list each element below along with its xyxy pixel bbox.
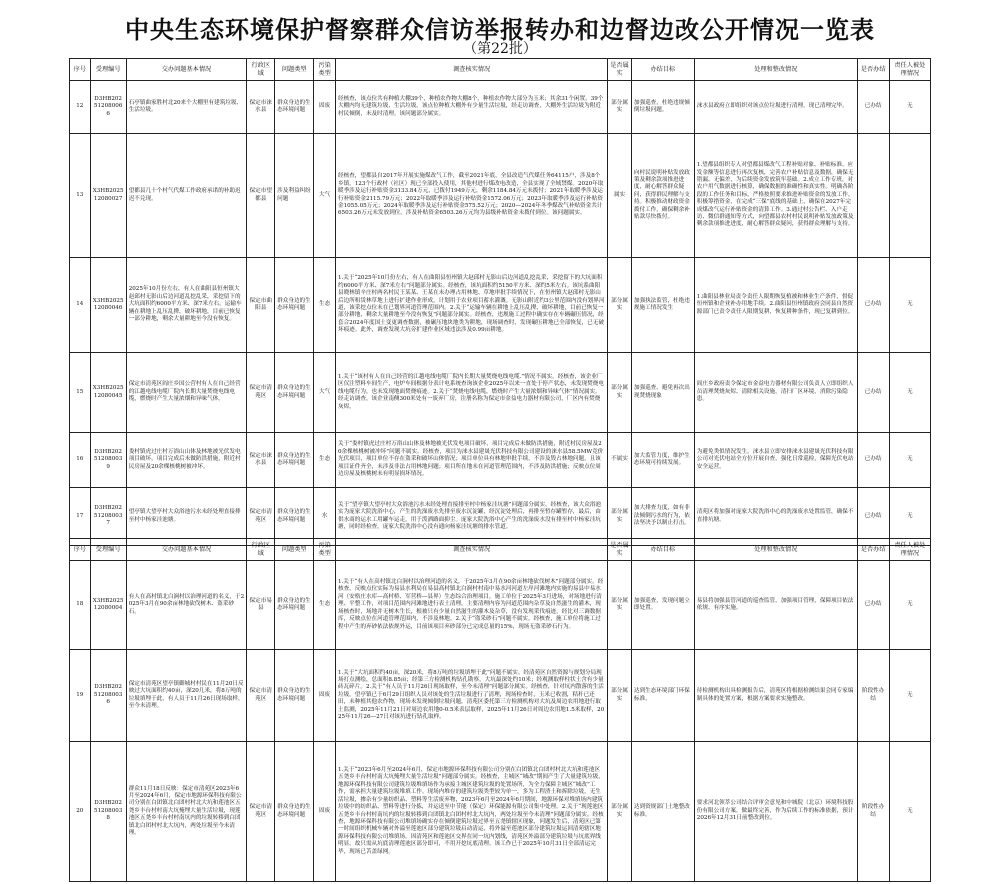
cell-pollution: 大气 (314, 353, 336, 433)
cell-goal: 加大监管力度，维护生态环境可持续发展。 (631, 433, 694, 488)
cell-pollution: 大气 (314, 134, 336, 258)
cell-investigation: 经核查，该点位共有种植大棚39个，种植农作物大棚8个，种植农作物大部分为玉米；其余31个闲置。39个大棚内均无建筑垃圾、生活垃圾。该点位种植大棚外有少量生活垃圾，经走访调查，大棚外生活垃圾为附近村民倾倒，未及时清理。该问题部分属实。 (335, 81, 607, 134)
cell-done: 已办结 (857, 81, 889, 134)
cell-no: 17 (70, 488, 91, 546)
cell-done (857, 134, 889, 258)
cell-accountability: 无 (889, 81, 930, 134)
cell-id: D3HB202512080066 (90, 81, 126, 134)
cell-issue: 望都县几十个村气代煤工作政府承诺的补助迟迟不兑现。 (126, 134, 247, 258)
cell-no: 19 (70, 650, 91, 742)
col-header-handling: 处理和整改情况 (694, 59, 857, 81)
col-header-id: 受理编号 (90, 539, 126, 561)
cell-id: D3HB202512080038 (90, 742, 126, 882)
col-header-verified: 是否属实 (608, 539, 632, 561)
cell-pollution: 固废 (314, 81, 336, 134)
col-header-done: 是否办结 (857, 59, 889, 81)
table-row (70, 650, 931, 742)
cell-done: 阶段性办结 (857, 742, 889, 882)
cell-investigation: 1.关于“该村有人在自己经营的江越电线电缆厂院内长期大量焚烧电线电缆.”情况不属实。经核查，该企业厂区仅注塑料车间生产，电炉车间根据分表计电系统查询该企业2025年以来一直处于停产状态，未发现焚烧电线电缆行为，也未发现地面焚烧痕迹。2.关于“焚烧电线电缆，燃烧时产生大量浓烟和异味气体”情况属实。经走访调查，该企业南侧300米处有一废弃厂房，注册名称为保定市金益电力器材有限公司，厂区内有焚烧灰烬。 (335, 353, 607, 433)
cell-region: 保定市清苑区 (247, 650, 275, 742)
cell-issue: 保定市清苑区望亭镇御城村村民在11月20日反映过大坑面积约40亩，深20几米，将8万吨的垃圾填埋于此，有人员于11月26日现场取样，至今未清理。 (126, 650, 247, 742)
cell-verified: 部分属实 (608, 81, 632, 134)
cell-investigation: 1.关于“大坑面积约40亩，深20米，将8万吨的垃圾填埋于此”问题不属实。经清苑区自然资源与规划分局现场打点测绘，总面积8.85亩；经第三方检测机构钻孔勘察，大坑最深处约10米；经观测取样柱状土含有少量砖瓦碎片。2.关于“有人员于11月26日现场取样，至今未清理”问题部分属实。经核查，针对坑内散落的生活垃圾，望亭镇已于6月29日组织人员对该处的生活垃圾进行了清理，现场检查时，玉米已收割，秸秆已还田，未种植其他农作物，现场未发现倾倒垃圾问题，清苑区委托第三方检测机构对大坑及周边农用地进行取土监测，2025年11月21日对周边农用地0-0.5米表层取样，2025年11月26日对周边农用地1.5米取样，2025年11月26—27日对该坑进行钻孔取样。 (335, 650, 607, 742)
cell-region: 保定市望都县 (247, 134, 275, 258)
cell-accountability: 无 (889, 561, 930, 650)
cell-done: 已办结 (857, 433, 889, 488)
cell-id: X3HB202512080046 (90, 258, 126, 353)
cell-pollution: 生态 (314, 433, 336, 488)
cell-investigation: 1.关于“2023年6月至2024年6月，保定市地源环保科技有限公司分别在白团镇北白团村村北大坑和莲池区五尧乡丰台村村南大坑掩埋大量生活垃圾”问题部分属实。经核查，主城区“城改”期间产生了大量建筑垃圾，地源环保科技有限公司建筑垃圾堆填场作为承接主城区建筑垃圾的处置场所，为全力保障主城区“城改”工作，需承担大量建筑垃圾堆填工作。现场内堆存的建筑垃圾类型较为单一，多为工程渣土和拆除垃圾，无生活垃圾，掺杂有少量纺织品、塑料等生活废弃物，2023年6月至2024年6月期间，地源环保对堆填场内建筑垃圾中的纺织品、塑料等进行分拣，并运送至中节能（保定）环保能源有限公司集中处理。2.关于“现莲池区五尧乡丰台村村南坑内的垃圾转移到白团镇北白团村村北大坑内，两处垃圾至今未清理”问题部分属实。经核查，地源环保科技有限公司堆填场确实存在倾倒建筑垃圾过界至五尧镇辖区现象，问题发生后，清苑区已第一时间组织机械车辆对外溢至莲池区部分建筑垃圾启动清运，将外溢至莲池区部分建筑垃圾运回清苑辖区地源环保科技有限公司堆填场。因清苑区和莲池区交界在同一坑内划线，清苑区外溢部分建筑垃圾与坑底界线明显，故只需从坑底清理莲池区部分即可，不用开挖坑底清理。该工作已于2025年10月31日全部清运完毕，现场已苫盖绿网。 (335, 742, 607, 882)
cell-handling: 涞水县政府立即组织对该点位垃圾进行清理，现已清理完毕。 (694, 81, 857, 134)
table-row (70, 742, 931, 882)
cell-goal: 达到资规部门土地整改标准。 (631, 742, 694, 882)
cell-goal: 达到生态环境部门环保标准。 (631, 650, 694, 742)
table-row (70, 258, 931, 353)
col-header-goal: 办结目标 (631, 539, 694, 561)
cell-pollution: 生态 (314, 561, 336, 650)
cell-verified: 属实 (608, 134, 632, 258)
cell-id: X3HB202512080004 (90, 561, 126, 650)
cell-investigation: 经核查，望都县自2017年开展实施煤改气工作，截至2021年底，全县改造气代煤任务64115户，涉及8个乡镇，123个行政村（社区）现已全部投入使用，其他村进行煤改电改造，全县实现了全域禁煤。2020年取暖季涉及运行补贴资金3133.84万元，已拨付1949万元，剩余1184.84万元未拨付；2021年取暖季涉及运行补贴资金2115.79万元；2022年取暖季涉及运行补贴资金1572.06万元；2023年取暖季涉及运行补贴资金1055.05万元；2024年取暖季涉及运行补贴资金575.52万元；2020—2024年冬季煤改气补贴资金共计6503.26万元未发放到位。涉及补贴资金6503.26万元均为县级补贴资金未拨付到位。该问题属实。 (335, 134, 607, 258)
cell-pollution: 固废 (314, 650, 336, 742)
col-header-pollution: 污染类型 (314, 59, 336, 81)
cell-goal: 加强巡查，杜绝违规倾倒垃圾问题。 (631, 81, 694, 134)
cell-type: 群众身边的生态环境问题 (275, 433, 314, 488)
cell-type: 群众身边的生态环境问题 (275, 81, 314, 134)
cell-no: 16 (70, 433, 91, 488)
cell-verified: 部分属实 (608, 258, 632, 353)
cell-type: 群众身边的生态环境问题 (275, 353, 314, 433)
table-row (70, 134, 931, 258)
col-header-region: 行政区域 (247, 539, 275, 561)
cell-region: 保定市清苑区 (247, 353, 275, 433)
col-header-no: 序号 (70, 539, 91, 561)
table-row (70, 353, 931, 433)
col-header-issue: 交办问题基本情况 (126, 539, 247, 561)
cell-type: 群众身边的生态环境问题 (275, 561, 314, 650)
cell-type: 群众身边的生态环境问题 (275, 258, 314, 353)
table-header-row (70, 539, 931, 561)
cell-id: D3HB202512080039 (90, 433, 126, 488)
cell-verified: 不属实 (608, 433, 632, 488)
cell-id: X3HB202512080045 (90, 353, 126, 433)
col-header-verified: 是否属实 (608, 59, 632, 81)
table-row (70, 488, 931, 546)
cell-type: 群众身边的生态环境问题 (275, 488, 314, 546)
cell-no: 14 (70, 258, 91, 353)
cell-accountability: 无 (889, 488, 930, 546)
cell-goal: 加大排查力度，如有非法倾倒污水的行为，依法坚决予以制止打击。 (631, 488, 694, 546)
col-header-type: 问题类型 (275, 59, 314, 81)
cell-issue: 娄村镇虎过庄村万浴山山体及林地被光伏发电项目破坏，项目完成后未做防洪措施，附近村民房屋及20余棵核桃树被冲坏。 (126, 433, 247, 488)
col-header-accountability: 责任人被处理情况 (889, 539, 930, 561)
cell-no: 18 (70, 561, 91, 650)
cell-done: 已办结 (857, 258, 889, 353)
col-header-type: 问题类型 (275, 539, 314, 561)
col-header-issue: 交办问题基本情况 (126, 59, 247, 81)
cell-no: 20 (70, 742, 91, 882)
table-row (70, 433, 931, 488)
cell-id: D3HB202512080036 (90, 650, 126, 742)
col-header-accountability: 责任人被处理情况 (889, 59, 930, 81)
cell-verified: 部分属实 (608, 561, 632, 650)
cell-accountability (889, 134, 930, 258)
col-header-investigation: 调查核实情况 (335, 59, 607, 81)
cell-issue: 有人在高村镇北白涧村以治理河道的名义，于2025年3月在90余亩林地砍伐树木、盗采砂石。 (126, 561, 247, 650)
cell-region: 保定市易县 (247, 561, 275, 650)
col-header-handling: 处理和整改情况 (694, 539, 857, 561)
cell-investigation: 1.关于“有人在高村镇北白涧村以治理河道的名义，于2025年3月在90余亩林地砍伐树木”问题部分属实。经核查，反映点位实际为易县水利局在易县高村镇北白涧村村南中易水河河道左岸河滩地内实施的易县中易水河（安格庄水库—高村桥、军营桥—县界）生态综合治理项目，施工单位于2025年3月进场，对场地进行清理、平整工作，对项目范围内河滩地进行表土清理，主要清理内容为河道范围内杂草及自然滋生的灌木，现场核查时，场地并无树木生长，根被只有少量自然滋生的灌木及杂草，没有发现采伐痕迹，经比对三调数据库，反映点位在河道管理范围内，不涉及林地。2.关于“盗采砂石”问题不属实。经核查，施工单位将施工过程中产生的弃砂依法依规外运，目前该项目弃砂部分已完成总量的15%，现场无盗采砂石行为。 (335, 561, 607, 650)
cell-region: 保定市清苑区 (247, 488, 275, 546)
cell-issue: 保定市清苑区阎庄乡国公营村有人在自己经营的江越电线电缆厂院内长期大量焚烧电线电缆，燃烧时产生大量浓烟和异味气体。 (126, 353, 247, 433)
col-header-region: 行政区域 (247, 59, 275, 81)
cell-type: 群众身边的生态环境问题 (275, 650, 314, 742)
document-title: 中央生态环境保护督察群众信访举报转办和边督边改公开情况一览表 (125, 15, 875, 44)
cell-verified: 部分属实 (608, 488, 632, 546)
cell-region: 保定市涞水县 (247, 433, 275, 488)
cell-verified: 部分属实 (608, 650, 632, 742)
table-header-row (70, 59, 931, 81)
cell-verified: 部分属实 (608, 353, 632, 433)
cell-handling: 待检测机构出具检测报告后，清苑区将根据检测结果会同专家编制具体的处置方案，根据方案要求实施整改。 (694, 650, 857, 742)
cell-no: 13 (70, 134, 91, 258)
cell-region: 保定市涞水县 (247, 81, 275, 134)
cell-investigation: 1.关于“2025年10月份左右，有人在曲阳县恒州镇大赵邱村无影山后边河道乱挖乱采，采挖留下的大坑面积约6000平方米、深7米左右”问题部分属实。经核查，该坑面积约5150平方米、深约5米左右。该坑系曲阳县晓林镇辛庄村两名村民王某某、王某在未办理占用林地、草地审批手续情况下，在恒州镇大赵邱村无影山后边所租赁林草地上进行扩建作业形成，计划用于农业项目蓄水灌溉。无影山附近约3公里范围内没有划界河道，该采挖点位未在已划界河道管理范围内。2.关于“运输车辆在耕地上乱压乱撵，破坏耕地，目前已恢复一部分耕地，剩余大量耕地至今没有恢复”问题部分属实。经核查，违规施工过程中确实存在车辆碾压情况，经套合2024年度国土变更调查数据，被碾压地块地类为耕地，现场调查时，发现碾压耕地已全部恢复，已无破坏痕迹。此外，调查发现大坑旁扩建作业区域违法涉及0.99亩耕地。 (335, 258, 607, 353)
cell-goal: 加强巡查，发现问题立即处置。 (631, 561, 694, 650)
cell-no: 12 (70, 81, 91, 134)
col-header-id: 受理编号 (90, 59, 126, 81)
cell-id: D3HB202512080037 (90, 488, 126, 546)
report-table-page-2 (69, 538, 931, 882)
cell-issue: 群众11月18日反映：保定市清苑区2023年6月至2024年6月，保定市地源环保科技有限公司分别在白团镇北白团村村北大坑和莲池区五尧乡丰台村村南大坑掩埋大量生活垃圾，现莲池区五尧乡丰台村村南坑内的垃圾转移到白团镇北白团村村北大坑内，两处垃圾至今未清理。 (126, 742, 247, 882)
table-row (70, 81, 931, 134)
cell-handling: 1.曲阳县林业局责令责任人限期恢复植被和林业生产条件，督促恒州镇和企业补办用地手续。2.曲阳县恒州镇政府会同县自然资源部门已责令责任人限期复耕，恢复耕种条件，现已复耕到位。 (694, 258, 857, 353)
cell-id: X3HB202512080027 (90, 134, 126, 258)
cell-done: 已办结 (857, 353, 889, 433)
cell-done: 已办结 (857, 488, 889, 546)
table-row (70, 561, 931, 650)
cell-handling: 要求河北领萃公司结合评审会意见和中城院（北京）环境科技股份有限公司方案，做最终完善，作为后续工作的标准依据，预计2026年12月31日前整改到位。 (694, 742, 857, 882)
cell-accountability: 无 (889, 258, 930, 353)
col-header-pollution: 污染类型 (314, 539, 336, 561)
cell-handling: 易县将加强县管河道的巡查监管，加强项目管理，保障项目依法依规、有序实施。 (694, 561, 857, 650)
col-header-done: 是否办结 (857, 539, 889, 561)
cell-accountability: 无 (889, 433, 930, 488)
col-header-goal: 办结目标 (631, 59, 694, 81)
cell-issue: 石亭镇曲家胜村北20来个大棚里有建筑垃圾、生活垃圾。 (126, 81, 247, 134)
cell-region: 保定市曲阳县 (247, 258, 275, 353)
cell-accountability: 无 (889, 650, 930, 742)
cell-done: 已办结 (857, 561, 889, 650)
cell-goal: 加强执法监管，杜绝违规施工情况发生 (631, 258, 694, 353)
cell-goal: 加强巡查，避免再次出现焚烧现象 (631, 353, 694, 433)
cell-handling: 为避免类似情况发生，涞水县立即安排涞水县建晟光伏科技有限公司对光伏电站全方位开展自查，强化日常巡检，保障光伏电站安全运营。 (694, 433, 857, 488)
cell-issue: 2025年10月份左右，有人在曲阳县恒州镇大赵邱村无影山后边河道乱挖乱采，采挖留下的大坑面积约6000平方米、深7米左右。运输车辆在耕地上乱压乱撵，破坏耕地，目前已恢复一部分耕地，剩余大量耕地至今没有恢复。 (126, 258, 247, 353)
cell-accountability: 无 (889, 742, 930, 882)
cell-handling: 清苑区将加强对庞家大院洗浴中心的洗澡废水处置监管，确保不直排坑塘。 (694, 488, 857, 546)
cell-goal: 向村民说明补贴发放政策及剩余款项推进进度，耐心解答群众疑问，获得群民理解与支持。积极推动财政资金拨付工作，确保剩余补贴款尽快拨付。 (631, 134, 694, 258)
cell-pollution: 水 (314, 488, 336, 546)
col-header-investigation: 调查核实情况 (335, 539, 607, 561)
cell-no: 15 (70, 353, 91, 433)
cell-handling: 阎庄乡政府责令保定市金益电力器材有限公司负责人立即组织人员清理焚烧灰烬、清除相关设施，清扫厂区环境，消除污染隐患。 (694, 353, 857, 433)
cell-region: 保定市清苑区 (247, 742, 275, 882)
cell-investigation: 关于“娄村镇虎过庄村万浴山山体及林地被光伏发电项目破坏，项目完成后未做防洪措施，附近村民房屋及20余棵核桃树被冲坏”问题不属实。经核查，项目为涞水县建晟光伏科技有限公司建设的涞水县58.5MW竞价光伏项目，项目单位不存在盗采和破坏山体情况；项目单位具有林地审批手续，不涉及毁占林地问题，且该项目证件齐全，未涉及非法占用林地问题；项目所在地未在河道管理范围内，不涉及防洪措施；反映点位周边房屋及核桃树未有明显损坏情况。 (335, 433, 607, 488)
cell-pollution: 生态 (314, 258, 336, 353)
cell-handling: 1.望都县组织专人对望都县煤改气工程补贴对象、补贴标准、应发金额等信息进行再次复核，完善农户补贴信息及数据，确保无错漏、无偏差，为后续资金发放筑牢基础。2.成立工作专班，对农户用气数据进行核算，确保数据的准确性和真实性。明确各阶段的工作任务和目标，严格按照要求推进补贴资金的发放工作。积极筹措资金，在完成“三保”底线的基础上，确保在2027年完成煤改气运行补贴资金的清算工作。3.通过村公告栏、入户走访、微信群通知等方式，向望都县农村村民说明补贴发放政策及剩余款项推进进度，耐心解答群众疑问，获得群众理解与支持。 (694, 134, 857, 258)
cell-pollution: 固废 (314, 742, 336, 882)
batch-subtitle: （第22批） (463, 41, 537, 57)
cell-type: 群众身边的生态环境问题 (275, 742, 314, 882)
cell-accountability: 无 (889, 353, 930, 433)
cell-issue: 望亭镇大望亭村大众浴池污水未经处理直接排至村中杨家洼池塘。 (126, 488, 247, 546)
col-header-no: 序号 (70, 59, 91, 81)
cell-investigation: 关于“望亭镇大望亭村大众浴池污水未经处理直接排至村中杨家洼坑塘”问题部分属实。经核查，该大众浴池实为庞家大院洗浴中心，产生的洗澡废水先排至废水沉淀罐，经沉淀处理后，再排至暂存罐暂存，最后，由供水商的运水工用罐车运走，用于泼洒路面抑尘。庞家大院洗浴中心产生的洗澡废水没有排至村中杨家洼坑塘，同时经检查，庞家大院洗浴中心没有通向杨家洼坑塘的排水管道。 (335, 488, 607, 546)
cell-verified: 部分属实 (608, 742, 632, 882)
cell-done: 阶段性办结 (857, 650, 889, 742)
cell-type: 涉及利益纠纷问题 (275, 134, 314, 258)
report-table-page-1 (69, 58, 931, 546)
